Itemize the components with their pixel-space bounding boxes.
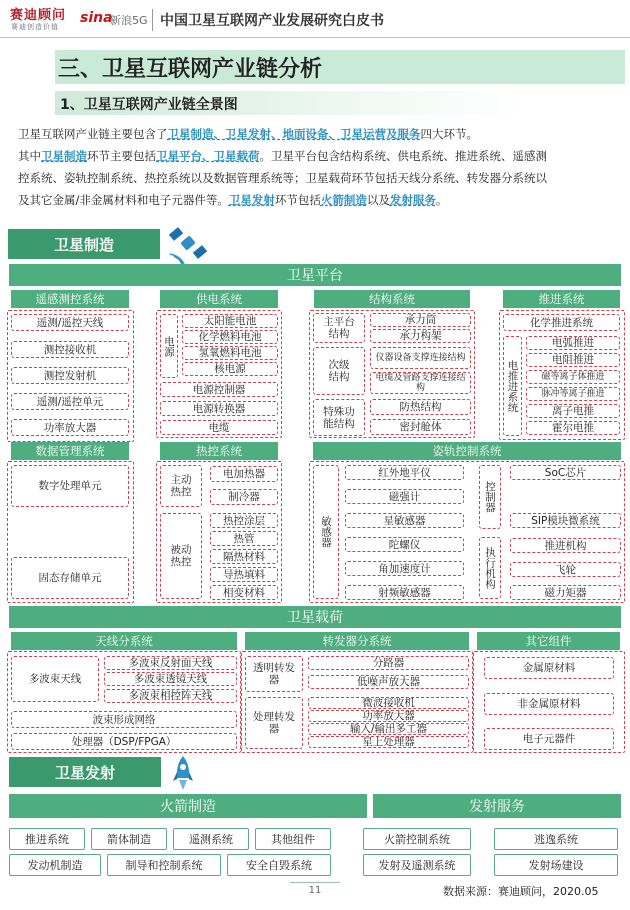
link-four-segments[interactable]: 卫星制造、卫星发射、地面设备、卫星运营及服务 bbox=[167, 127, 421, 141]
thermal-passive-item: 热管 bbox=[210, 531, 278, 546]
data-source: 数据来源：赛迪顾问，2020.05 bbox=[443, 885, 599, 898]
structure-special-label: 特殊功能结构 bbox=[313, 399, 365, 436]
link-rocket-manufacturing[interactable]: 火箭制造 bbox=[320, 193, 367, 207]
multibeam-antenna-label: 多波束天线 bbox=[11, 656, 99, 702]
satellite-platform-bar: 卫星平台 bbox=[9, 264, 621, 286]
propulsion-electric-item: 电弧推进 bbox=[526, 336, 620, 350]
tt-item: 功率放大器 bbox=[11, 419, 129, 436]
sensor-item: 陀螺仪 bbox=[345, 537, 464, 552]
structure-secondary-item: 仪器设备支撑连接结构 bbox=[370, 347, 471, 369]
sensor-item: 星敏感器 bbox=[345, 513, 464, 528]
rocket-manufacturing-bar: 火箭制造 bbox=[9, 794, 367, 818]
propulsion-electric-item: 电阻推进 bbox=[526, 353, 620, 367]
controller-item: SoC芯片 bbox=[510, 465, 621, 480]
thermal-active-label: 主动热控 bbox=[160, 465, 202, 507]
structure-secondary-item: 电缆及管路支撑连接结构 bbox=[370, 372, 471, 394]
tt-item: 测控发射机 bbox=[11, 367, 129, 384]
propulsion-electric-item: 脉冲等离子推进 bbox=[526, 387, 620, 401]
rocket-item: 制导和控制系统 bbox=[107, 854, 221, 876]
processing-transponder-item: 功率放大器 bbox=[308, 710, 469, 722]
structure-special-item: 密封舱体 bbox=[370, 419, 471, 435]
link-satellite-manufacturing[interactable]: 卫星制造 bbox=[41, 149, 87, 163]
transponder-subsystem-header: 转发器分系统 bbox=[245, 632, 469, 650]
ccid-logo: 赛迪顾问 bbox=[10, 8, 67, 23]
service-item: 火箭控制系统 bbox=[363, 828, 471, 850]
tt-system-header: 遥感测控系统 bbox=[11, 290, 129, 308]
processing-transponder-item: 星上处理器 bbox=[308, 736, 469, 748]
thermal-passive-label: 被动热控 bbox=[160, 513, 202, 599]
sensor-item: 射频敏感器 bbox=[345, 585, 464, 600]
ccid-logo-slogan: 赛迪创造价值 bbox=[11, 23, 59, 31]
structure-main-label: 主平台结构 bbox=[313, 313, 365, 343]
page-number-rule bbox=[290, 882, 340, 883]
attitude-sensor-label: 敏感器 bbox=[313, 465, 339, 599]
rocket-item: 其他组件 bbox=[255, 828, 331, 850]
structure-main-item: 承力筒 bbox=[370, 313, 471, 327]
tt-item: 遥测/遥控天线 bbox=[11, 314, 129, 331]
sensor-item: 红外地平仪 bbox=[345, 465, 464, 480]
link-platform-payload[interactable]: 卫星平台、卫星载荷 bbox=[156, 149, 260, 163]
rocket-item: 遥测系统 bbox=[173, 828, 249, 850]
satellite-icon bbox=[166, 222, 210, 266]
multibeam-antenna-item: 多波束反射面天线 bbox=[104, 656, 237, 670]
other-component-item: 非金属原材料 bbox=[484, 693, 614, 715]
propulsion-chemical: 化学推进系统 bbox=[503, 314, 620, 331]
rocket-item: 箭体制造 bbox=[91, 828, 167, 850]
power-other-item: 电源控制器 bbox=[160, 382, 278, 397]
power-source-item: 太阳能电池 bbox=[182, 314, 278, 328]
processing-transponder-label: 处理转发器 bbox=[245, 697, 303, 749]
service-item: 逃逸系统 bbox=[494, 828, 618, 850]
propulsion-electric-item: 霍尔电推 bbox=[526, 421, 620, 435]
processor-dsp-fpga: 处理器（DSP/FPGA） bbox=[11, 733, 237, 750]
link-satellite-launch[interactable]: 卫星发射 bbox=[228, 193, 275, 207]
structure-secondary-label: 次级结构 bbox=[313, 347, 365, 395]
tt-item: 遥测/遥控单元 bbox=[11, 393, 129, 410]
structure-special-item: 防热结构 bbox=[370, 399, 471, 415]
page-number: 11 bbox=[296, 885, 334, 896]
power-other-item: 电源转换器 bbox=[160, 401, 278, 416]
thermal-passive-item: 隔热材料 bbox=[210, 549, 278, 564]
power-source-item: 氢氧燃料电池 bbox=[182, 346, 278, 360]
intro-line-2: 其中卫星制造环节主要包括卫星平台、卫星载荷。卫星平台包含结构系统、供电系统、推进系统、遥感测 bbox=[18, 149, 547, 163]
satellite-payload-bar: 卫星载荷 bbox=[9, 606, 621, 628]
transparent-transponder-item: 分路器 bbox=[308, 656, 469, 670]
other-component-item: 金属原材料 bbox=[484, 657, 614, 679]
thermal-active-item: 制冷器 bbox=[210, 489, 278, 505]
thermal-passive-item: 导热填料 bbox=[210, 567, 278, 582]
satellite-manufacturing-tag: 卫星制造 bbox=[8, 229, 160, 259]
power-source-item: 核电源 bbox=[182, 362, 278, 376]
propulsion-electric-label: 电推进系统 bbox=[503, 336, 522, 436]
launch-service-bar: 发射服务 bbox=[373, 794, 621, 818]
attitude-control-header: 姿轨控制系统 bbox=[313, 442, 621, 460]
transparent-transponder-label: 透明转发器 bbox=[245, 656, 303, 692]
actuator-item: 飞轮 bbox=[510, 562, 621, 577]
actuator-item: 磁力矩器 bbox=[510, 585, 621, 600]
attitude-controller-label: 控制器 bbox=[479, 465, 501, 529]
satellite-launch-tag: 卫星发射 bbox=[9, 757, 161, 787]
structure-system-header: 结构系统 bbox=[314, 290, 470, 308]
subsection-title: 1、卫星互联网产业链全景图 bbox=[60, 97, 238, 113]
antenna-subsystem-header: 天线分系统 bbox=[11, 632, 237, 650]
multibeam-antenna-item: 多波束透镜天线 bbox=[104, 672, 237, 686]
tt-item: 测控接收机 bbox=[11, 341, 129, 358]
structure-main-item: 承力构架 bbox=[370, 329, 471, 343]
solid-state-storage: 固态存储单元 bbox=[11, 557, 129, 599]
thermal-system-header: 热控系统 bbox=[160, 442, 278, 460]
propulsion-system-header: 推进系统 bbox=[503, 290, 620, 308]
rocket-icon bbox=[170, 754, 196, 794]
section-title: 三、卫星互联网产业链分析 bbox=[58, 57, 323, 82]
attitude-control-frame bbox=[309, 461, 625, 603]
rocket-item: 推进系统 bbox=[9, 828, 85, 850]
thermal-active-item: 电加热器 bbox=[210, 466, 278, 482]
processing-transponder-item: 微波接收机 bbox=[308, 697, 469, 709]
intro-line-4: 及其它金属/非金属材料和电子元器件等。卫星发射环节包括火箭制造以及发射服务。 bbox=[18, 193, 448, 207]
power-source-item: 化学燃料电池 bbox=[182, 330, 278, 344]
document-title: 中国卫星互联网产业发展研究白皮书 bbox=[160, 13, 384, 29]
header-divider bbox=[152, 9, 153, 31]
actuator-item: 推进机构 bbox=[510, 538, 621, 553]
power-source-label: 电源 bbox=[160, 314, 178, 378]
intro-line-1: 卫星互联网产业链主要包含了卫星制造、卫星发射、地面设备、卫星运营及服务四大环节。 bbox=[18, 127, 478, 141]
other-components-header: 其它组件 bbox=[477, 632, 620, 650]
other-component-item: 电子元器件 bbox=[484, 728, 614, 750]
data-processing-unit: 数字处理单元 bbox=[11, 465, 129, 507]
thermal-passive-item: 热控涂层 bbox=[210, 513, 278, 528]
processing-transponder-item: 输入/输出多工器 bbox=[308, 723, 469, 735]
transparent-transponder-item: 低噪声放大器 bbox=[308, 675, 469, 689]
sensor-item: 磁强计 bbox=[345, 489, 464, 504]
sina-logo: sina bbox=[80, 10, 113, 26]
intro-line-3: 控系统、姿轨控制系统、热控系统以及数据管理系统等；卫星载荷环节包括天线分系统、转发器分系统以 bbox=[18, 171, 547, 185]
attitude-actuator-label: 执行机构 bbox=[479, 537, 501, 599]
controller-item: SIP模块微系统 bbox=[510, 513, 621, 528]
data-management-header: 数据管理系统 bbox=[11, 442, 129, 460]
beamforming-network: 波束形成网络 bbox=[11, 711, 237, 728]
power-system-header: 供电系统 bbox=[160, 290, 278, 308]
service-item: 发射及遥测系统 bbox=[363, 854, 471, 876]
sensor-item: 角加速度计 bbox=[345, 561, 464, 576]
propulsion-electric-item: 磁等离子体推进 bbox=[526, 370, 620, 384]
rocket-item: 安全自毁系统 bbox=[227, 854, 331, 876]
service-item: 发射场建设 bbox=[494, 854, 618, 876]
thermal-passive-item: 相变材料 bbox=[210, 585, 278, 600]
propulsion-electric-item: 离子电推 bbox=[526, 404, 620, 418]
rocket-item: 发动机制造 bbox=[9, 854, 101, 876]
sina-5g-label: 新浪5G bbox=[110, 14, 148, 27]
link-launch-service[interactable]: 发射服务 bbox=[389, 193, 436, 207]
power-other-item: 电缆 bbox=[160, 420, 278, 435]
multibeam-antenna-item: 多波束相控阵天线 bbox=[104, 689, 237, 703]
